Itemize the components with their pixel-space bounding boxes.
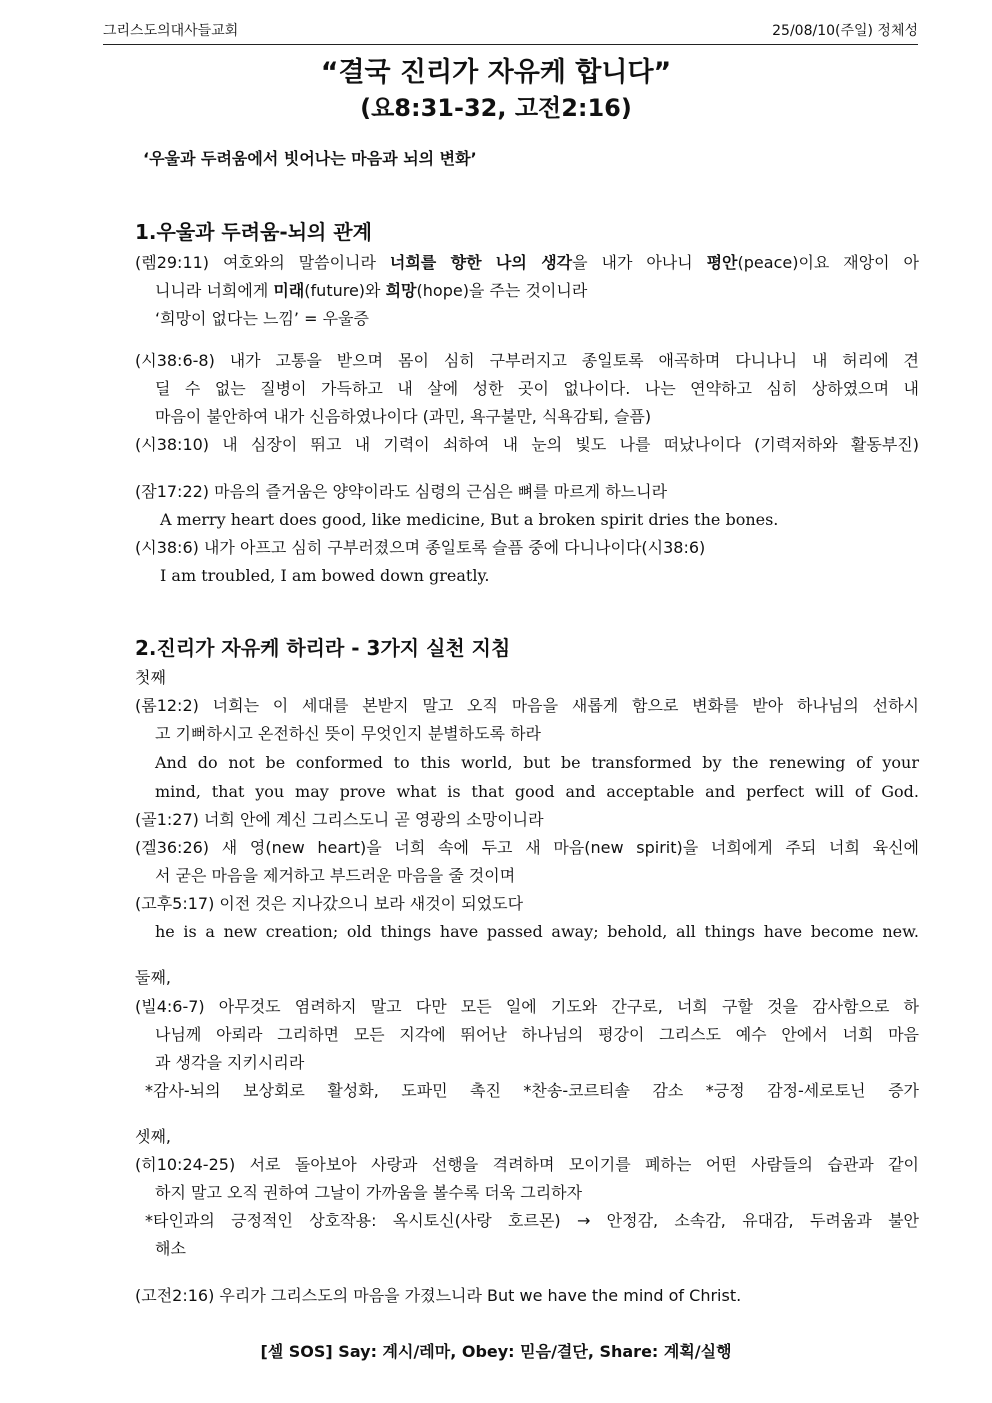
ezk-line-1: (겔36:26) 새 영(new heart)을 너희 속에 두고 새 마음(new spirit)을 너희에게 주되 너희 육신에: [135, 838, 919, 857]
sermon-title: “결국 진리가 자유케 합니다”: [320, 57, 672, 88]
sermon-theme: ‘우울과 두려움에서 빗어나는 마음과 뇌의 변화’: [143, 149, 477, 168]
gratitude-note: *감사-뇌의 보상회로 활성화, 도파민 촉진 *찬송-코르티솔 감소 *긍정 감정-세로토닌 증가: [145, 1081, 919, 1100]
jer2-bold-b: 희망: [385, 281, 417, 300]
page-header: [103, 20, 918, 45]
heb-line-1: (히10:24-25) 서로 돌아보아 사랑과 선행을 격려하며 모이기를 폐하는 어떤 사람들의 습관과 같이: [135, 1155, 919, 1174]
cell-sos-footer: [셀 SOS] Say: 계시/레마, Obey: 믿음/결단, Share: 계획/실행: [260, 1342, 732, 1361]
rom-line-4: mind, that you may prove what is that good and acceptable and perfect will of God.: [155, 782, 919, 801]
phil-line-2: 나님께 아뢰라 그리하면 모든 지각에 뛰어난 하나님의 평강이 그리스도 예수 안에서 너희 마음: [155, 1025, 919, 1044]
church-name: 그리스도의대사들교회: [103, 23, 239, 39]
oxytocin-note-cont: 해소: [155, 1239, 186, 1258]
jer2-text-b: (future)와: [304, 281, 386, 300]
second-label: 둘째,: [135, 968, 171, 987]
section2-heading: 2.진리가 자유케 하리라 - 3가지 실천 지침: [135, 636, 511, 660]
third-label: 셋째,: [135, 1127, 171, 1146]
ps-line-1: (시38:6-8) 내가 고통을 받으며 몸이 심히 구부러지고 종일토록 애곡하며 다니나니 내 허리에 견: [135, 351, 919, 370]
oxytocin-note: *타인과의 긍정적인 상호작용: 옥시토신(사랑 호르몬) → 안정감, 소속감, 유대감, 두려움과 불안: [145, 1211, 919, 1230]
cor-line-1: (고후5:17) 이전 것은 지나갔으니 보라 새것이 되었도다: [135, 894, 524, 913]
date-author: 25/08/10(주일) 정체성: [772, 23, 918, 39]
jer-text-c: (peace)이요 재앙이 아: [737, 253, 919, 272]
hopeless-note: ‘희망이 없다는 느낌’ = 우울증: [155, 309, 369, 328]
jer-bold-b: 평안: [706, 253, 738, 272]
jer2-text-c: (hope)을 주는 것이니라: [416, 281, 588, 300]
cor-line-2: he is a new creation; old things have passed away; behold, all things have become new.: [155, 922, 919, 941]
section1-heading: 1.우울과 두려움-뇌의 관계: [135, 220, 372, 244]
ezk-line-2: 서 굳은 마음을 제거하고 부드러운 마음을 줄 것이며: [155, 866, 516, 885]
ps-line-3: 마음이 불안하여 내가 신음하였나이다 (과민, 욕구불만, 식욕감퇴, 슬픔): [155, 407, 652, 426]
heb-line-2: 하지 말고 오직 권하여 그날이 가까움을 볼수록 더욱 그리하자: [155, 1183, 583, 1202]
ps-line-4: (시38:10) 내 심장이 뛰고 내 기력이 쇠하여 내 눈의 빛도 나를 떠났나이다 (기력저하와 활동부진): [135, 435, 919, 454]
rom-line-2: 고 기뻐하시고 온전하신 뜻이 무엇인지 분별하도록 하라: [155, 724, 542, 743]
ps-line-6: I am troubled, I am bowed down greatly.: [160, 566, 490, 585]
sermon-scripture: (요8:31-32, 고전2:16): [360, 94, 632, 122]
jer-text-a: (렘29:11) 여호와의 말씀이니라: [135, 253, 390, 272]
jer-text-b: 을 내가 아나니: [572, 253, 707, 272]
phil-line-3: 과 생각을 지키시리라: [155, 1053, 305, 1072]
jer-line-1: [135, 250, 919, 276]
phil-line-1: (빌4:6-7) 아무것도 염려하지 말고 다만 모든 일에 기도와 간구로, 너희 구할 것을 감사함으로 하: [135, 997, 919, 1016]
rom-line-1: (롬12:2) 너희는 이 세대를 본받지 말고 오직 마음을 새롭게 함으로 변화를 받아 하나님의 선하시: [135, 696, 919, 715]
prov-line-1: (잠17:22) 마음의 즐거움은 양약이라도 심령의 근심은 뼈를 마르게 하느니라: [135, 482, 668, 501]
jer-bold-a: 너희를 향한 나의 생각: [389, 253, 573, 272]
ps-line-2: 딜 수 없는 질병이 가득하고 내 살에 성한 곳이 없나이다. 나는 연약하고 심히 상하였으며 내: [155, 379, 919, 398]
first-label: 첫째: [135, 668, 166, 687]
prov-line-2: A merry heart does good, like medicine, But a broken spirit dries the bones.: [160, 510, 779, 529]
jer2-bold-a: 미래: [273, 281, 305, 300]
jer2-text-a: 니니라 너희에게: [155, 281, 274, 300]
jer-line-2: [155, 278, 919, 304]
ps-line-5: (시38:6) 내가 아프고 심히 구부러졌으며 종일토록 슬픔 중에 다니나이다(시38:6): [135, 538, 706, 557]
rom-line-3: And do not be conformed to this world, but be transformed by the renewing of your: [155, 753, 919, 772]
cor-mind-line: (고전2:16) 우리가 그리스도의 마음을 가졌느니라 But we have the mind of Christ.: [135, 1286, 742, 1305]
col-line: (골1:27) 너희 안에 계신 그리스도니 곧 영광의 소망이니라: [135, 810, 544, 829]
